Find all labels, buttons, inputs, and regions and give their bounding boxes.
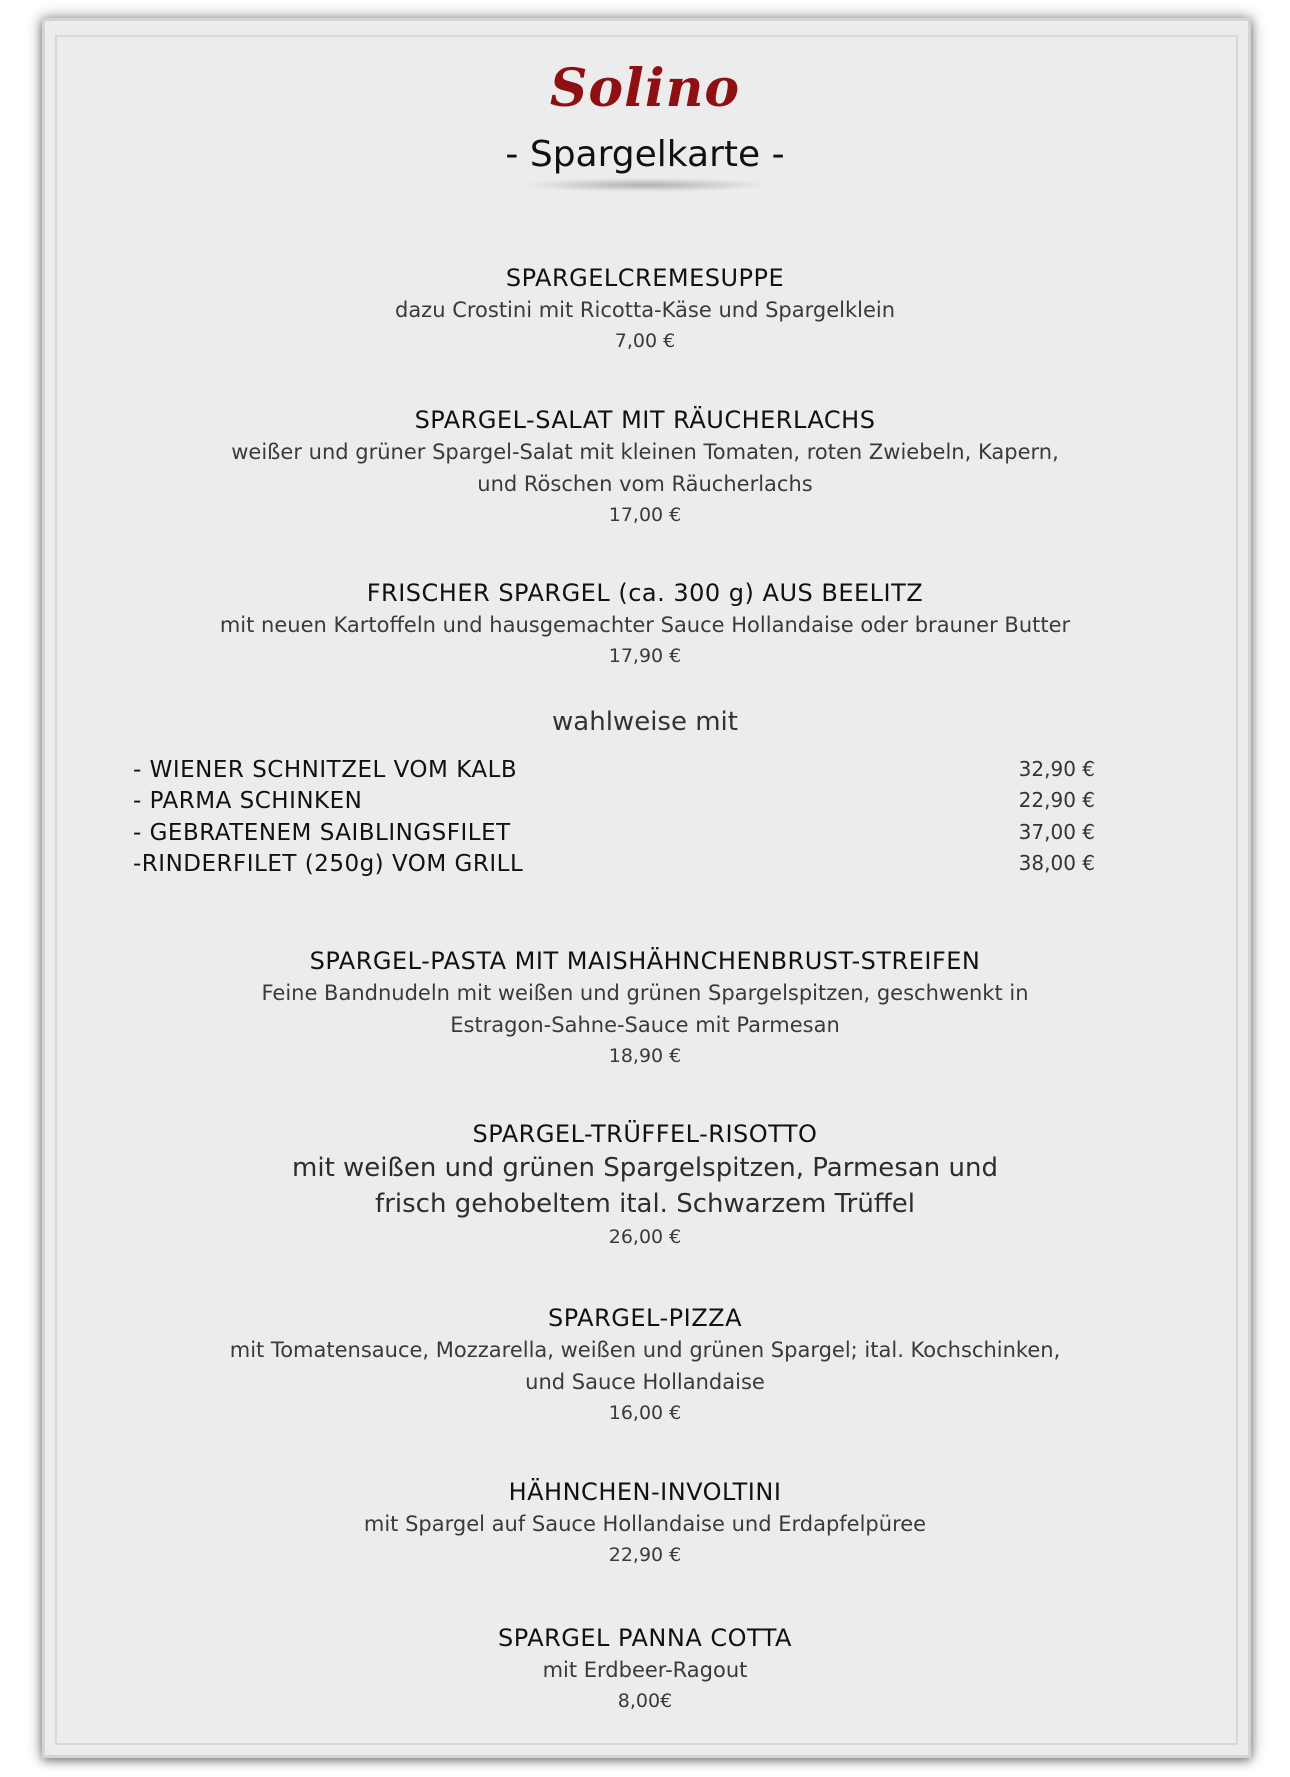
item-name: HÄHNCHEN-INVOLTINI (508, 1478, 782, 1506)
item-price: 26,00 € (608, 1226, 682, 1248)
item-description: mit neuen Kartoffeln und hausgemachter Sauce Hollandaise oder brauner Butter (219, 613, 1071, 637)
item-name: FRISCHER SPARGEL (ca. 300 g) AUS BEELITZ (366, 579, 924, 607)
menu-item (0, 945, 1290, 1071)
option-name: -RINDERFILET (250g) VOM GRILL (133, 851, 524, 877)
menu-item (0, 1118, 1290, 1252)
menu-item (0, 1622, 1290, 1716)
item-price: 8,00€ (617, 1690, 673, 1712)
item-price: 22,90 € (608, 1544, 682, 1566)
option-row (133, 788, 1095, 818)
item-price: 18,90 € (608, 1045, 682, 1067)
item-price: 16,00 € (608, 1402, 682, 1424)
item-description: weißer und grüner Spargel-Salat mit kleinen Tomaten, roten Zwiebeln, Kapern, und Röschen vom Räucherlachs (231, 440, 1059, 496)
item-name: SPARGEL-PASTA MIT MAISHÄHNCHENBRUST-STREIFEN (309, 947, 981, 975)
option-price: 32,90 € (1018, 757, 1095, 781)
option-row (133, 757, 1095, 787)
option-row (133, 820, 1095, 850)
item-name: SPARGEL-SALAT MIT RÄUCHERLACHS (414, 406, 876, 434)
option-name: - WIENER SCHNITZEL VOM KALB (133, 757, 518, 783)
item-description: mit Spargel auf Sauce Hollandaise und Erdapfelpüree (363, 1512, 927, 1536)
item-description: mit Erdbeer-Ragout (542, 1658, 748, 1682)
item-name: SPARGEL-TRÜFFEL-RISOTTO (472, 1120, 818, 1148)
item-description: Feine Bandnudeln mit weißen und grünen Spargelspitzen, geschwenkt in Estragon-Sahne-Sauce mit Parmesan (261, 981, 1029, 1037)
item-description: mit weißen und grünen Spargelspitzen, Parmesan und frisch gehobeltem ital. Schwarzem Trüffel (292, 1153, 998, 1219)
item-description: mit Tomatensauce, Mozzarella, weißen und grünen Spargel; ital. Kochschinken, und Sauce Hollandaise (229, 1338, 1061, 1394)
item-name: SPARGEL-PIZZA (548, 1304, 742, 1332)
item-description: dazu Crostini mit Ricotta-Käse und Spargelklein (394, 298, 896, 322)
menu-item (0, 1476, 1290, 1570)
options-heading: wahlweise mit (552, 707, 738, 737)
menu-item (0, 404, 1290, 530)
item-name: SPARGELCREMESUPPE (505, 264, 785, 292)
item-price: 7,00 € (614, 330, 676, 352)
item-price: 17,00 € (608, 504, 682, 526)
title-shadow (520, 178, 770, 192)
option-name: - GEBRATENEM SAIBLINGSFILET (133, 820, 511, 846)
restaurant-logo: Solino (549, 58, 741, 119)
option-name: - PARMA SCHINKEN (133, 788, 363, 814)
menu-item (0, 1302, 1290, 1428)
option-price: 22,90 € (1018, 788, 1095, 812)
item-name: SPARGEL PANNA COTTA (498, 1624, 792, 1652)
option-row (133, 851, 1095, 881)
menu-item (0, 262, 1290, 356)
option-price: 37,00 € (1018, 820, 1095, 844)
menu-item (0, 577, 1290, 671)
item-price: 17,90 € (608, 645, 682, 667)
option-price: 38,00 € (1018, 851, 1095, 875)
menu-title: - Spargelkarte - (505, 134, 785, 175)
